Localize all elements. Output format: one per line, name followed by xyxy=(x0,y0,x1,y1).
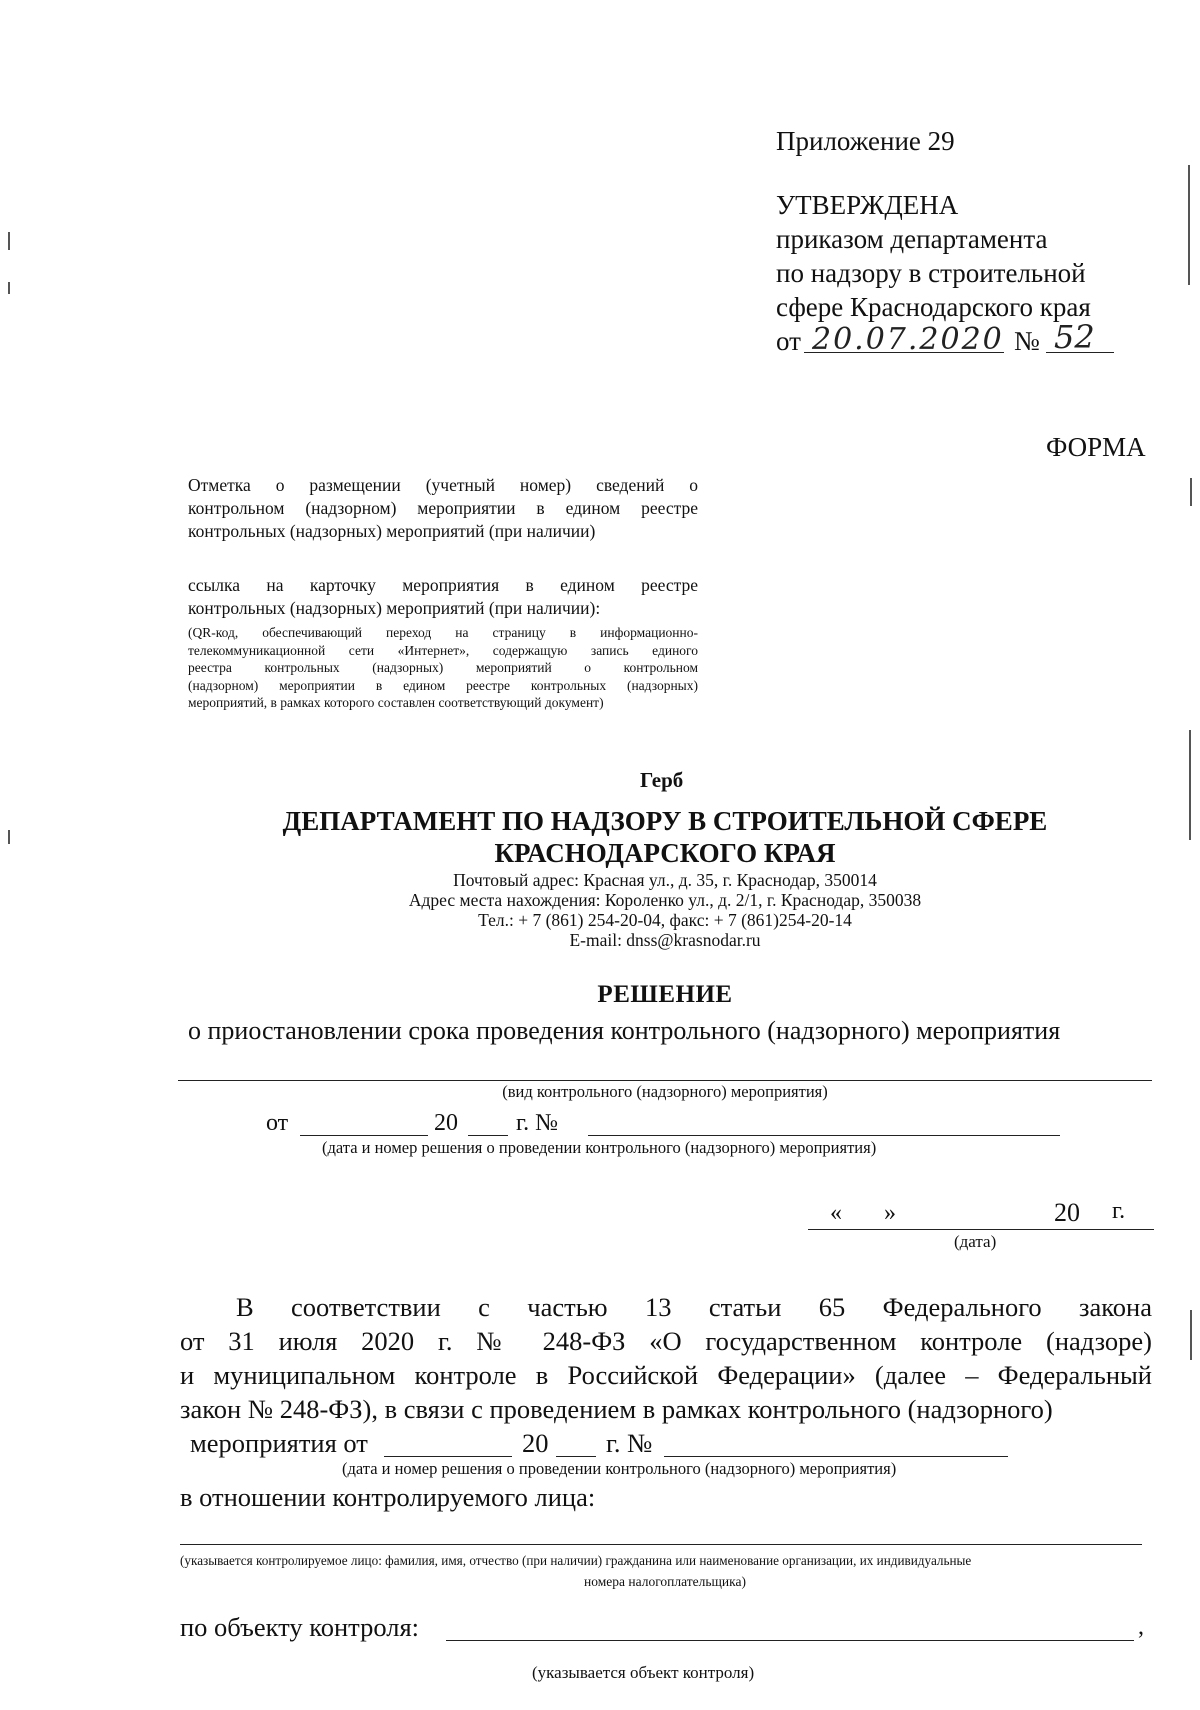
controlled-person-caption-1: (указывается контролируемое лицо: фамилия, имя, отчество (при наличии) гражданина или наименование организации, их индивидуальные xyxy=(180,1553,972,1568)
date-open-quote: « xyxy=(830,1200,842,1226)
org-location-address: Адрес места нахождения: Короленко ул., д. 2/1, г. Краснодар, 350038 xyxy=(408,890,922,910)
decision-date-line[interactable] xyxy=(808,1229,1154,1230)
body-line-1: В соответствии с частью 13 статьи 65 Федерального закона xyxy=(236,1292,1152,1322)
form-label: ФОРМА xyxy=(1046,432,1146,462)
qr-note xyxy=(188,624,698,712)
registry-link xyxy=(188,574,698,620)
body-line-2: от 31 июля 2020 г. № 248-ФЗ «О государственном контроле (надзоре) xyxy=(180,1326,1152,1356)
registry-note-line: контрольных (надзорных) мероприятий (при наличии) xyxy=(188,521,596,541)
decision-date-field[interactable] xyxy=(300,1135,428,1136)
qr-note-line: реестра контрольных (надзорных) мероприятий о контрольном xyxy=(188,660,698,675)
inspection-number-field[interactable] xyxy=(664,1456,1008,1457)
org-name-line-2: КРАСНОДАРСКОГО КРАЯ xyxy=(494,838,836,868)
body-line-5-year: 20 xyxy=(522,1428,549,1458)
registry-note-line: Отметка о размещении (учетный номер) сведений о xyxy=(188,475,698,495)
body-paragraph xyxy=(180,1290,1152,1426)
scan-mark xyxy=(8,232,10,250)
order-line-2: по надзору в строительной xyxy=(776,258,1086,288)
inspection-type-field[interactable] xyxy=(178,1080,1152,1081)
body-line-4: закон № 248-ФЗ), в связи с проведением в рамках контрольного (надзорного) xyxy=(180,1394,1053,1424)
order-from-label: от xyxy=(776,326,801,356)
order-date-handwritten: 20.07.2020 xyxy=(812,322,1004,357)
control-object-caption: (указывается объект контроля) xyxy=(532,1663,755,1682)
order-number-handwritten: 52 xyxy=(1054,318,1095,356)
control-object-field[interactable] xyxy=(446,1640,1134,1641)
registry-note-line: контрольном (надзорном) мероприятии в едином реестре xyxy=(188,498,698,518)
scan-mark xyxy=(8,282,10,294)
emblem-placeholder: Герб xyxy=(640,768,684,792)
control-object-comma: , xyxy=(1138,1614,1144,1640)
org-name-line-1: ДЕПАРТАМЕНТ ПО НАДЗОРУ В СТРОИТЕЛЬНОЙ СФЕРЕ xyxy=(282,806,1048,836)
order-line-1: приказом департамента xyxy=(776,224,1048,254)
scan-mark xyxy=(1190,1310,1192,1360)
qr-note-line: телекоммуникационной сети «Интернет», содержащую запись единого xyxy=(188,642,698,658)
registry-note xyxy=(188,474,698,543)
registry-link-line: контрольных (надзорных) мероприятий (при наличии): xyxy=(188,598,601,618)
control-object-label: по объекту контроля: xyxy=(180,1612,420,1642)
decision-from-label: от xyxy=(266,1110,289,1136)
order-line-3: сфере Краснодарского края xyxy=(776,292,1091,322)
registry-link-line: ссылка на карточку мероприятия в едином реестре xyxy=(188,575,698,595)
decision-year-prefix: 20 xyxy=(434,1110,458,1136)
org-email: E-mail: dnss@krasnodar.ru xyxy=(569,930,761,950)
controlled-person-caption-2: номера налогоплательщика) xyxy=(584,1574,746,1589)
body-line-5-suffix: г. № xyxy=(606,1428,653,1458)
org-phone: Тел.: + 7 (861) 254-20-04, факс: + 7 (861)254-20-14 xyxy=(478,910,852,930)
qr-note-line: (QR-код, обеспечивающий переход на страницу в информационно- xyxy=(188,625,698,640)
org-postal-address: Почтовый адрес: Красная ул., д. 35, г. Краснодар, 350014 xyxy=(453,870,877,890)
inspection-type-caption: (вид контрольного (надзорного) мероприятия) xyxy=(502,1082,828,1101)
scan-mark xyxy=(1188,165,1190,285)
approved-label: УТВЕРЖДЕНА xyxy=(776,190,959,220)
qr-note-line: (надзорном) мероприятии в едином реестре контрольных (надзорных) xyxy=(188,677,698,693)
qr-note-line: мероприятий, в рамках которого составлен соответствующий документ) xyxy=(188,695,604,710)
date-caption: (дата) xyxy=(954,1232,997,1251)
decision-year-suffix: г. № xyxy=(516,1110,559,1136)
date-g: г. xyxy=(1112,1198,1126,1224)
order-number-label: № xyxy=(1014,326,1040,356)
scan-mark xyxy=(1190,478,1192,506)
controlled-person-field[interactable] xyxy=(180,1544,1142,1545)
body-line-5-prefix: мероприятия от xyxy=(190,1428,368,1458)
body-line-5-caption: (дата и номер решения о проведении контрольного (надзорного) мероприятия) xyxy=(342,1459,897,1478)
inspection-year-field[interactable] xyxy=(556,1456,596,1457)
decision-number-field[interactable] xyxy=(588,1135,1060,1136)
date-year: 20 xyxy=(1054,1198,1080,1227)
decision-title: РЕШЕНИЕ xyxy=(597,981,733,1008)
controlled-person-label: в отношении контролируемого лица: xyxy=(180,1482,596,1512)
date-close-quote: » xyxy=(884,1200,896,1226)
decision-subtitle: о приостановлении срока проведения контрольного (надзорного) мероприятия xyxy=(188,1016,1061,1045)
appendix-label: Приложение 29 xyxy=(776,126,955,156)
decision-caption: (дата и номер решения о проведении контрольного (надзорного) мероприятия) xyxy=(322,1138,877,1157)
body-line-3: и муниципальном контроле в Российской Федерации» (далее – Федеральный xyxy=(180,1360,1152,1390)
decision-year-field[interactable] xyxy=(468,1135,508,1136)
inspection-date-field[interactable] xyxy=(384,1456,512,1457)
